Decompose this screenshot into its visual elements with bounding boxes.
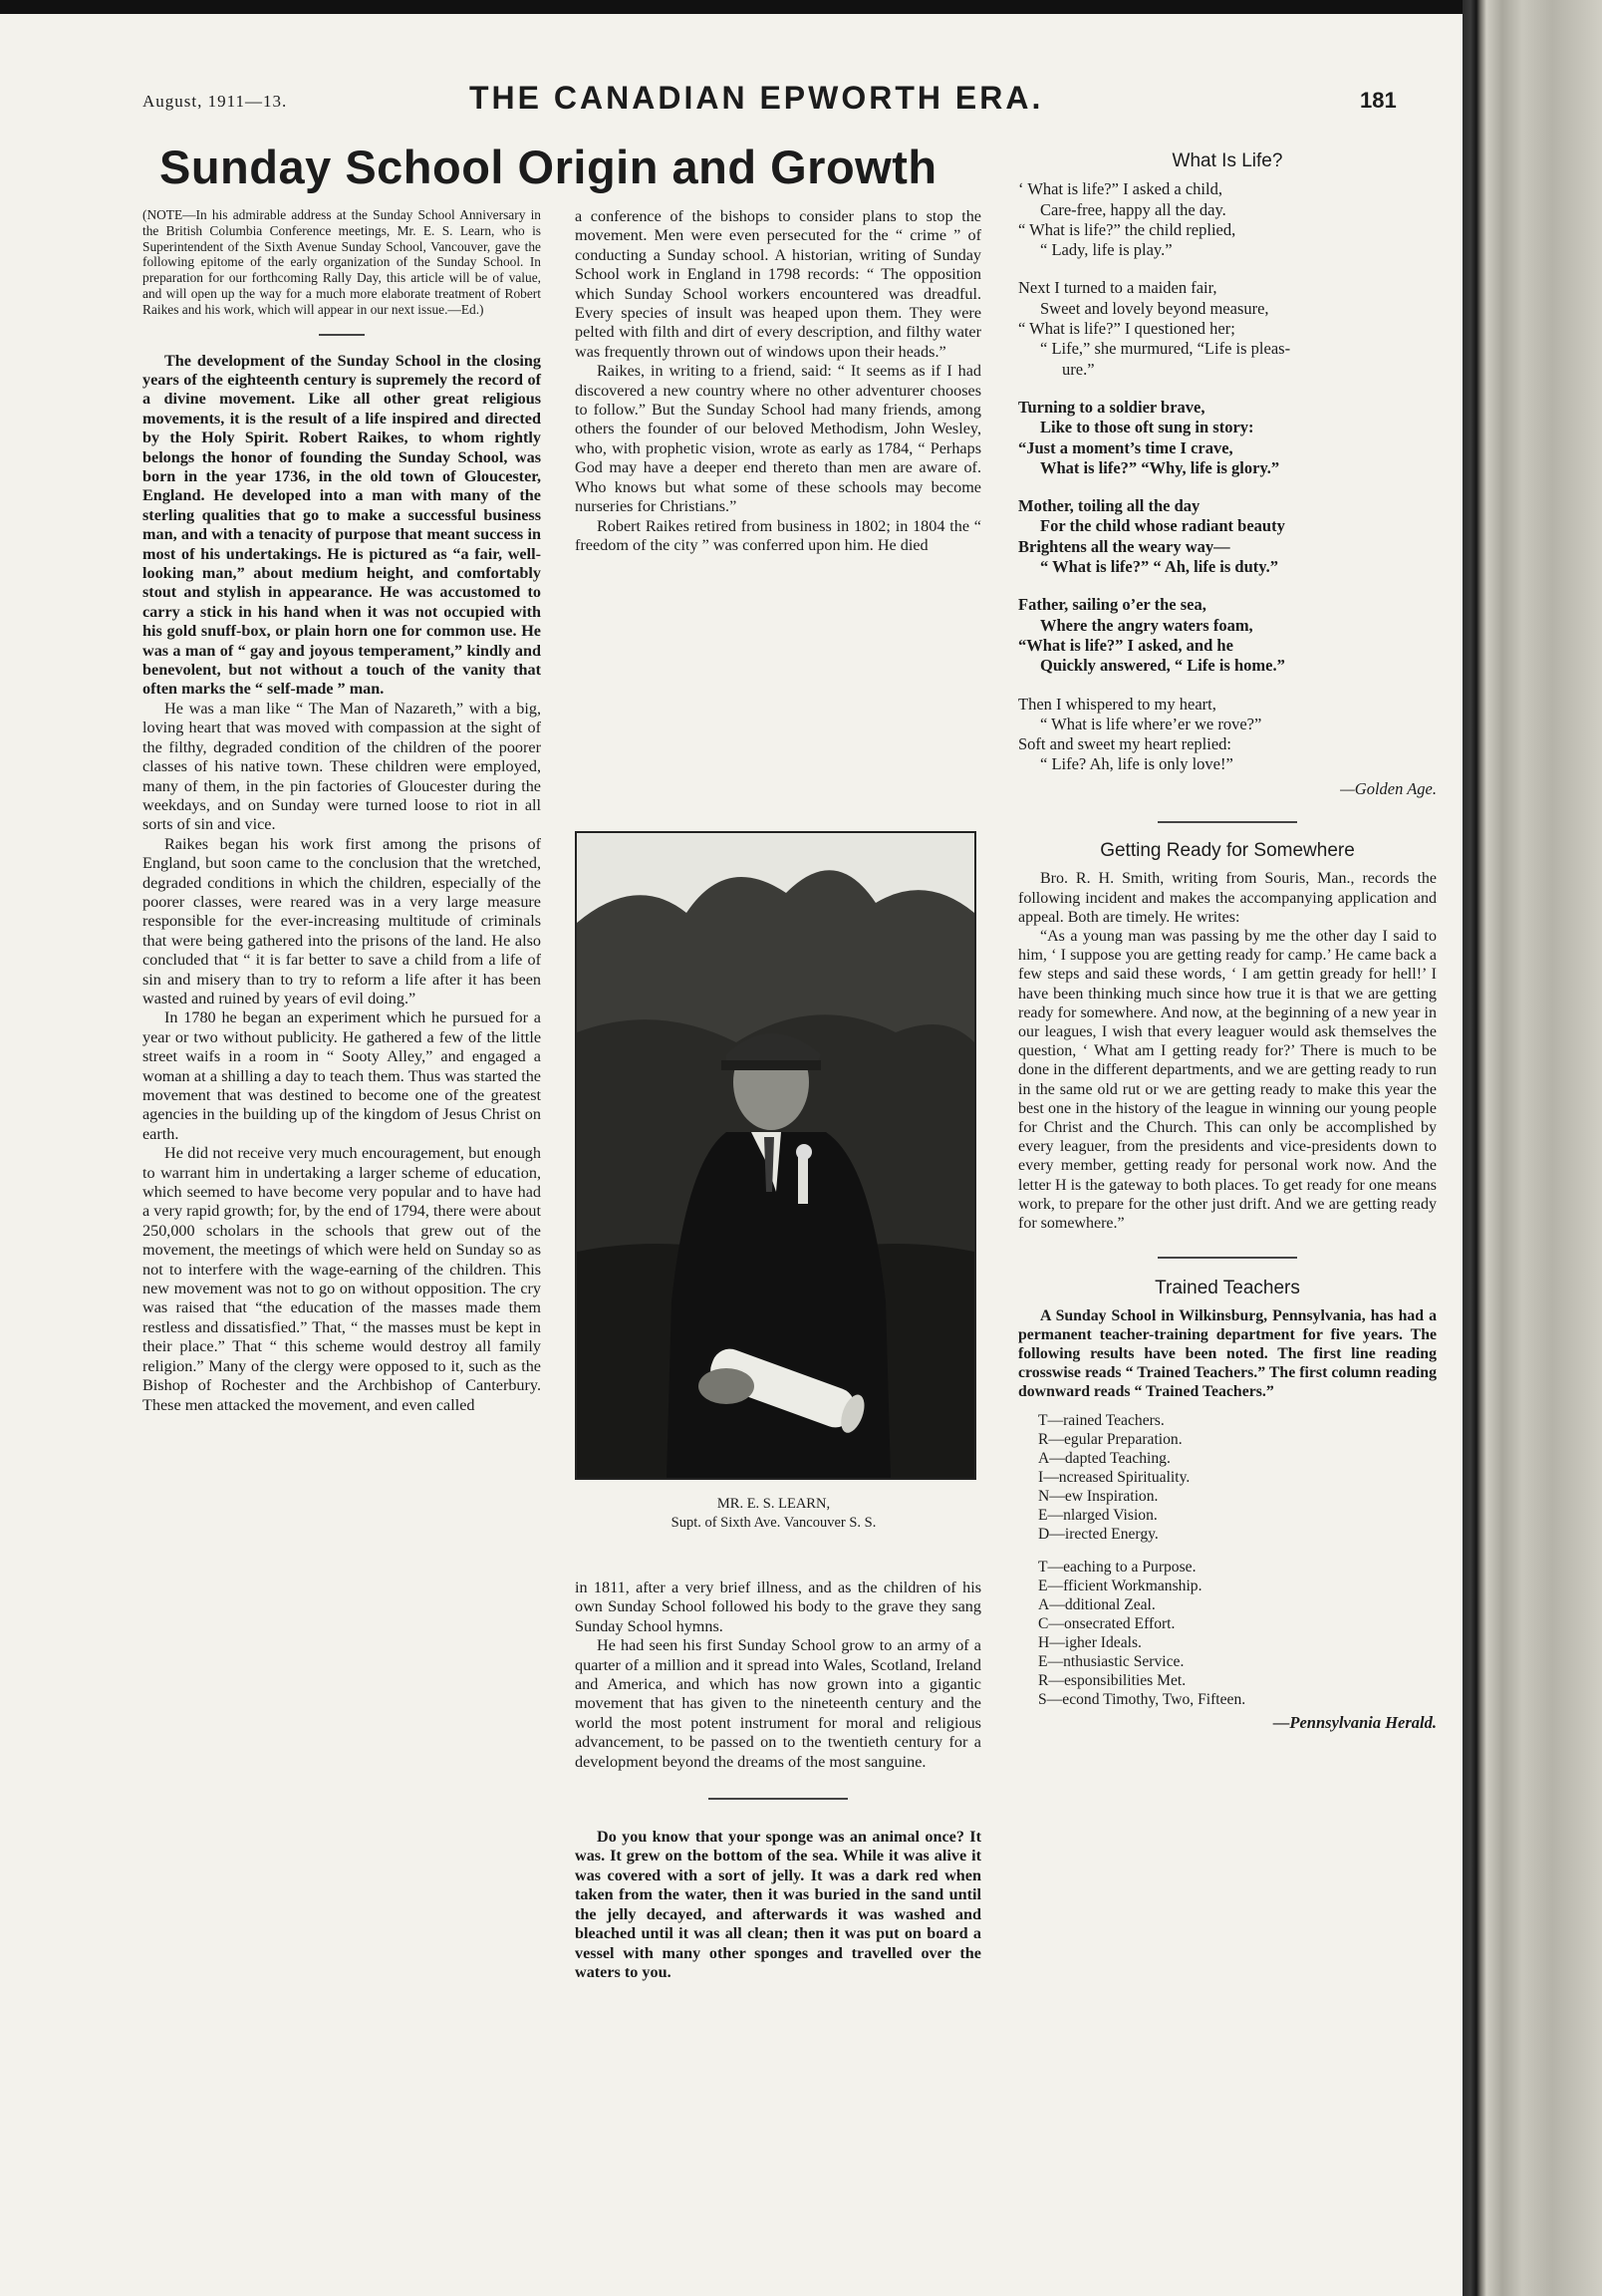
column-2-bottom xyxy=(575,1578,981,1982)
paragraph: Robert Raikes retired from business in 1802; in 1804 the “ freedom of the city ” was conferred upon him. He died xyxy=(575,516,981,554)
trained-credit: —Pennsylvania Herald. xyxy=(1272,1713,1437,1733)
section-heading-somewhere: Getting Ready for Somewhere xyxy=(1100,840,1355,862)
portrait-image xyxy=(577,833,974,1478)
list-item: R—esponsibilities Met. xyxy=(1038,1672,1187,1690)
poem-stanza-2: Next I turned to a maiden fair, Sweet and lovely beyond measure, “ What is life?” I questioned her; “ Life,” she murmured, “Life is pleas- ure.” xyxy=(1018,278,1291,379)
editor-note: (NOTE—In his admirable address at the Sunday School Anniversary in the British Columbia Conference meetings, Mr. E. S. Learn, who is Superintendent of the Sixth Avenue Sunday School, Vancouver, gave the following epitome of the early organization of the Sunday School. In preparation for our forthcoming Rally Day, this article will be of value, and will open up the way for a much more elaborate treatment of Robert Raikes and his work, which will appear in our next issue.—Ed.) xyxy=(142,207,541,317)
list-item: E—nthusiastic Service. xyxy=(1038,1653,1185,1671)
paragraph: In 1780 he began an experiment which he pursued for a year or two without publicity. He gathered a few of the little street waifs in a room in “ Sooty Alley,” and engaged a woman at a shilling a day to teach them. Thus was started the movement that was destined to become one of the greatest agencies in the building up of the kingdom of Jesus Christ on earth. xyxy=(142,1008,541,1143)
trained-intro: A Sunday School in Wilkinsburg, Pennsylvania, has had a permanent teacher-training department for five years. The following results have been noted. The first line reading crosswise reads “ Trained Teachers.” The first column reading downward reads “ Trained Teachers.” xyxy=(1018,1307,1437,1401)
paragraph: “As a young man was passing by me the other day I said to him, ‘ I suppose you are getting ready for camp.’ He came back a few steps and said these words, ‘ I am gettin gready for hell!’ I have been thinking much since how true it is that we are getting ready for somewhere. And now, at the beginning of a new year in our leagues, I wish that every leaguer would ask themselves the question, ‘ What am I getting ready for?’ There is much to be done in the different departments, and we are getting ready to run in the same old rut or we are getting ready to make this year the best one in the history of the league in winning our young people for Christ and the Church. This can only be accomplished by every leaguer, from the presidents and vice-presidents down to every member, getting ready for personal work now. And the letter H is the gateway to both places. To get ready for one means work, to prepare for the other just drift. And we are getting ready for somewhere.” xyxy=(1018,927,1437,1232)
divider xyxy=(319,334,365,336)
paragraph: in 1811, after a very brief illness, and as the children of his own Sunday School followed his body to the grave they sang Sunday School hymns. xyxy=(575,1578,981,1635)
poem-stanza-3: Turning to a soldier brave, Like to those oft sung in story: “Just a moment’s time I crave, What is life?” “Why, life is glory.” xyxy=(1018,397,1280,477)
issue-date: August, 1911—13. xyxy=(142,92,288,111)
portrait-photo xyxy=(575,831,976,1480)
caption-name: MR. E. S. LEARN, xyxy=(716,1496,831,1512)
list-item: T—rained Teachers. xyxy=(1038,1412,1165,1430)
column-2-top xyxy=(575,207,981,555)
list-item: N—ew Inspiration. xyxy=(1038,1488,1159,1506)
list-item: A—dditional Zeal. xyxy=(1038,1596,1156,1614)
list-item: E—nlarged Vision. xyxy=(1038,1507,1158,1525)
article-headline: Sunday School Origin and Growth xyxy=(159,141,937,193)
page-number: 181 xyxy=(1360,88,1397,113)
magazine-title: THE CANADIAN EPWORTH ERA. xyxy=(469,80,1044,116)
poem-stanza-4: Mother, toiling all the day For the child whose radiant beauty Brightens all the weary way— “ What is life?” “ Ah, life is duty.” xyxy=(1018,496,1285,577)
poem-credit: —Golden Age. xyxy=(1340,778,1437,798)
acrostic-list-2 xyxy=(1038,1558,1437,1709)
divider xyxy=(1158,1257,1297,1259)
paragraph: The development of the Sunday School in the closing years of the eighteenth century is supremely the record of a divine movement. Like all other great religious movements, it is the result of a life inspired and directed by the Holy Spirit. Robert Raikes, to whom rightly belongs the honor of founding the Sunday School, was born in the year 1736, in the old town of Gloucester, England. He developed into a man with many of the sterling qualities that go to make a successful business man, and with a tenacity of purpose that meant success in most of his undertakings. He is pictured as “a fair, well-looking man,” about medium height, and comfortably stout and stylish in appearance. He was accustomed to carry a stick in his hand when it was not occupied with his gold snuff-box, or plain horn one for common use. He was a man of “ gay and joyous temperament,” kindly and benevolent, but not without a touch of the vanity that often marks the “ self-made ” man. xyxy=(142,351,541,699)
paragraph: He was a man like “ The Man of Nazareth,” with a big, loving heart that was moved with compassion at the sight of the filthy, degraded condition of the children of the poorer classes of his native town. These children were employed, many of them, in the pin factories of Gloucester during the weekdays, and on Sunday were turned loose to riot in all sorts of sin and vice. xyxy=(142,699,541,834)
poem-stanza-5: Father, sailing o’er the sea, Where the angry waters foam, “What is life?” I asked, and he Quickly answered, “ Life is home.” xyxy=(1018,595,1285,676)
list-item: I—ncreased Spirituality. xyxy=(1038,1469,1191,1487)
list-item: R—egular Preparation. xyxy=(1038,1431,1183,1449)
sponge-paragraph: Do you know that your sponge was an animal once? It was. It grew on the bottom of the sea. While it was alive it was covered with a sort of jelly. It was a dark red when taken from the water, then it was buried in the sand until the jelly decayed, and afterwards it was washed and bleached until it was all clean; then it was put on board a vessel with many other sponges and travelled over the waters to you. xyxy=(575,1828,981,1981)
list-item: S—econd Timothy, Two, Fifteen. xyxy=(1038,1691,1246,1709)
intro-paragraph-block xyxy=(142,352,541,700)
poem-stanza-6: Then I whispered to my heart, “ What is life where’er we rove?” Soft and sweet my heart replied: “ Life? Ah, life is only love!” xyxy=(1018,694,1262,774)
list-item: D—irected Energy. xyxy=(1038,1526,1159,1544)
list-item: E—fficient Workmanship. xyxy=(1038,1578,1202,1595)
poem-title: What Is Life? xyxy=(1172,150,1283,171)
sponge-paragraph-block xyxy=(575,1828,981,1982)
column-1 xyxy=(142,207,541,1415)
list-item: H—igher Ideals. xyxy=(1038,1634,1142,1652)
divider xyxy=(1158,821,1297,823)
paragraph: Raikes began his work first among the prisons of England, but soon came to the conclusion that the wretched, degraded conditions in which the children, especially of the poorer classes, were reared was in a very large measure responsible for the ever-increasing multitude of criminals that were being gathered into the prisons of the land. He also concluded that “ it is far better to save a child from a life of sin and misery than to try to reform a life after it has been wasted and ruined by years of evil doing.” xyxy=(142,834,541,1007)
list-item: T—eaching to a Purpose. xyxy=(1038,1559,1197,1577)
somewhere-text xyxy=(1018,869,1437,1233)
paragraph: He did not receive very much encouragement, but enough to warrant him in undertaking a larger scheme of education, which seemed to have become very popular and to have had a very rapid growth; for, by the end of 1794, there were about 250,000 scholars in the schools that grew out of the movement, the meetings of which were held on Sunday so as not to interfere with the wage-earning of the children. This new movement was not to go on without opposition. The cry was raised that “the education of the masses made them restless and dissatisfied.” That, “ the masses must be kept in their place.” That “ this scheme would destroy all family religion.” Many of the clergy were opposed to it, such as the Bishop of Rochester and the Archbishop of Canterbury. These men attacked the movement, and even called xyxy=(142,1144,541,1414)
photo-caption xyxy=(575,1495,972,1533)
poem-stanza-1: ‘ What is life?” I asked a child, Care-free, happy all the day. “ What is life?” the child replied, “ Lady, life is play.” xyxy=(1018,179,1236,260)
section-heading-trained: Trained Teachers xyxy=(1155,1278,1300,1299)
list-item: C—onsecrated Effort. xyxy=(1038,1615,1176,1633)
paragraph: He had seen his first Sunday School grow to an army of a quarter of a million and it spread into Wales, Scotland, Ireland and America, and which has now grown into a gigantic movement that has given to the nineteenth century and the world the most potent instrument for moral and religious advancement, to be passed on to the twentieth century for a development beyond the dreams of the most sanguine. xyxy=(575,1636,981,1771)
divider xyxy=(708,1798,848,1800)
book-spine xyxy=(1463,0,1602,2296)
column-3 xyxy=(1018,151,1437,1734)
list-item: A—dapted Teaching. xyxy=(1038,1450,1171,1468)
acrostic-list-1 xyxy=(1038,1411,1437,1544)
paragraph: a conference of the bishops to consider plans to stop the movement. Men were even persecuted for the “ crime ” of conducting a Sunday school. A historian, writing of Sunday School work in England in 1798 records: “ The opposition which Sunday School workers encountered was dreadful. Every species of insult was heaped upon them. They were pelted with filth and dirt of every description, and filthy water was frequently thrown out of windows upon their heads.” xyxy=(575,207,981,361)
caption-role: Supt. of Sixth Ave. Vancouver S. S. xyxy=(670,1515,877,1531)
paragraph: Raikes, in writing to a friend, said: “ It seems as if I had discovered a new country where no other adventurer chooses to follow.” But the Sunday School had many friends, among others the founder of our beloved Methodism, John Wesley, who, with prophetic vision, wrote as early as 1784, “ Perhaps God may have a deeper end thereto than men are aware of. Who knows but what some of these schools may become nurseries for Christians.” xyxy=(575,362,981,516)
paragraph: Bro. R. H. Smith, writing from Souris, Man., records the following incident and makes the accompanying application and appeal. Both are timely. He writes: xyxy=(1018,870,1437,926)
scan-top-edge xyxy=(0,0,1602,14)
